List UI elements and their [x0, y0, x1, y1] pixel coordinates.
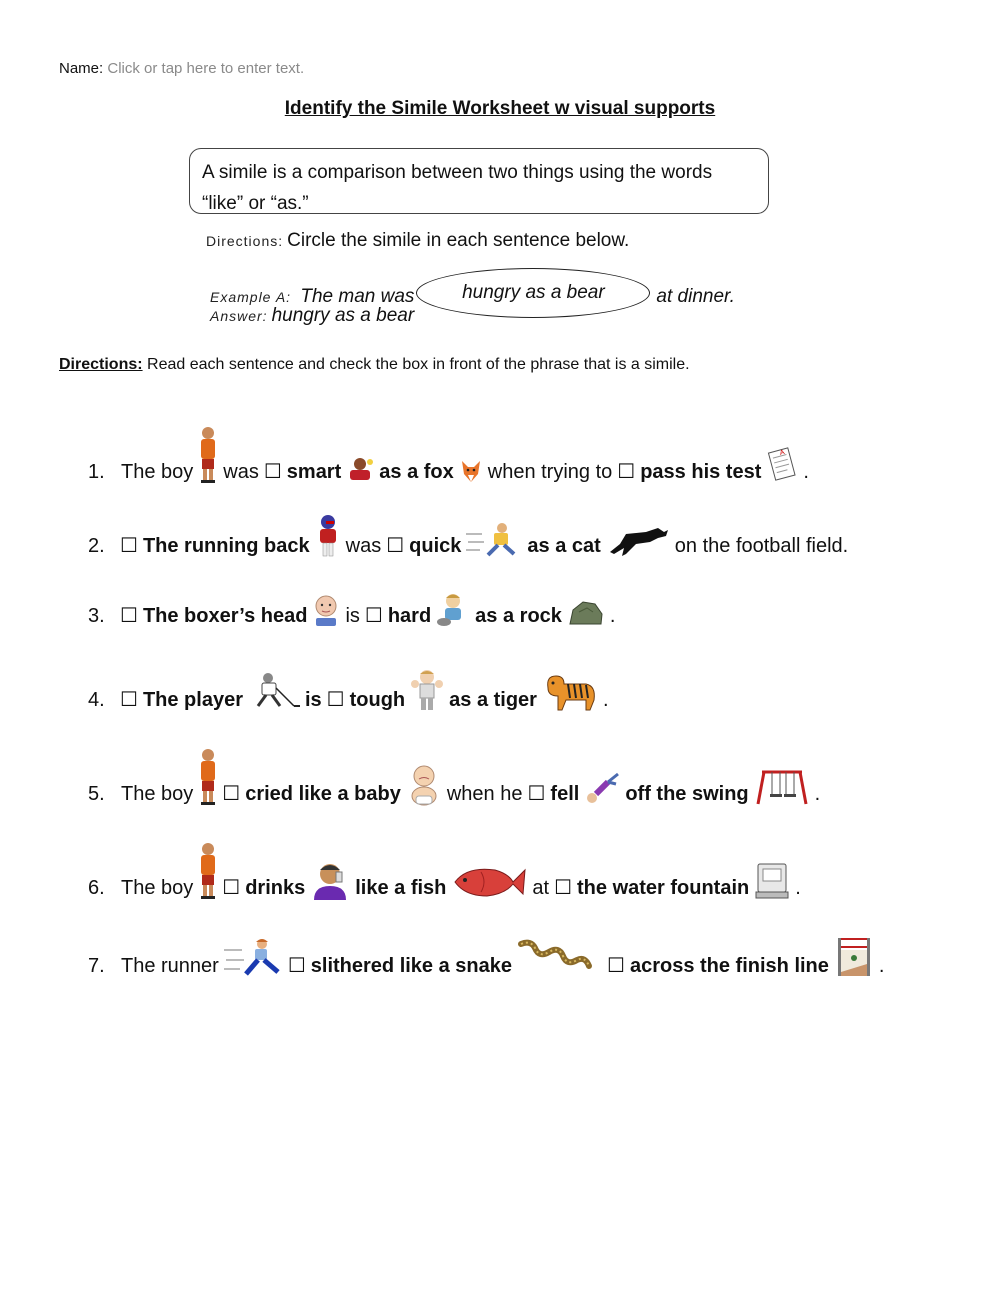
phrase: at [532, 877, 550, 899]
checkbox[interactable]: ☐ [120, 689, 138, 711]
phrase: is [345, 605, 360, 627]
definition-box [189, 148, 769, 214]
phrase: The runner [121, 955, 219, 977]
question-number: 5. [88, 783, 105, 805]
strong-kid-icon [410, 668, 444, 712]
option-phrase: the water fountain [577, 877, 750, 899]
checkbox[interactable]: ☐ [364, 605, 383, 627]
option-phrase: quick [409, 535, 462, 557]
checkbox[interactable]: ☐ [554, 877, 573, 899]
question-number: 7. [88, 955, 105, 977]
phrase: . [814, 783, 821, 805]
option-phrase: The running back [142, 535, 310, 557]
option-phrase: hard [387, 605, 432, 627]
falling-kid-icon [584, 770, 620, 806]
option-phrase: fell [550, 783, 580, 805]
checkbox[interactable]: ☐ [120, 535, 138, 557]
checkbox[interactable]: ☐ [120, 605, 138, 627]
phrase: on the football field. [674, 535, 849, 557]
example-label: Example A: [210, 289, 292, 306]
directions-text: Read each sentence and check the box in front of the phrase that is a simile. [147, 356, 690, 373]
example-answer [210, 305, 414, 327]
example-circled-simile: hungry as a bear [416, 268, 650, 318]
option-phrase: as a fox [379, 461, 454, 483]
baby-icon [406, 764, 442, 806]
kid-icon [436, 592, 470, 628]
phrase: was [223, 461, 259, 483]
example-directions [206, 230, 629, 252]
question-5 [88, 736, 823, 806]
definition-line-2: “like” or “as.” [202, 193, 309, 214]
directions-label: Directions: [59, 356, 143, 373]
runner-icon [224, 938, 284, 978]
phrase: The boy [121, 877, 194, 899]
phrase: . [795, 877, 801, 899]
question-number: 6. [88, 877, 105, 899]
checkbox[interactable]: ☐ [617, 461, 636, 483]
snake-icon [517, 938, 593, 978]
question-7 [88, 908, 887, 978]
checkbox[interactable]: ☐ [222, 877, 241, 899]
rock-icon [567, 598, 605, 628]
boy-icon [198, 426, 218, 484]
question-number: 4. [88, 689, 105, 711]
test-paper-icon [766, 446, 798, 484]
question-4 [88, 642, 612, 712]
tiger-icon [542, 668, 598, 712]
phrase: The boy [121, 461, 194, 483]
boy-icon [198, 842, 218, 900]
swing-icon [754, 768, 810, 806]
checkbox[interactable]: ☐ [263, 461, 282, 483]
phrase: . [878, 955, 885, 977]
phrase: . [803, 461, 809, 483]
answer-label: Answer: [210, 308, 268, 324]
option-phrase: is [304, 689, 322, 711]
child-icon [346, 456, 374, 484]
question-2 [88, 488, 851, 558]
phrase: . [609, 605, 616, 627]
phrase: The boy [121, 783, 194, 805]
svg-text:A: A [779, 449, 786, 458]
option-phrase: across the finish line [629, 955, 829, 977]
example-before: The man was [300, 286, 415, 308]
option-phrase: pass his test [640, 461, 762, 483]
definition-line-1: A simile is a comparison between two things using the words [202, 162, 713, 183]
fox-icon [459, 458, 483, 484]
option-phrase: as a cat [527, 535, 601, 557]
checkbox[interactable]: ☐ [326, 689, 345, 711]
option-phrase: as a rock [475, 605, 562, 627]
football-player-icon [315, 514, 341, 558]
running-kid-icon [466, 522, 522, 558]
option-phrase: The boxer’s head [142, 605, 308, 627]
example-directions-text: Circle the simile in each sentence below. [287, 230, 630, 251]
boxer-icon [312, 594, 340, 628]
option-phrase: cried like a baby [245, 783, 401, 805]
example-after: at dinner. [656, 286, 735, 308]
option-phrase: The player [142, 689, 243, 711]
question-6 [88, 830, 804, 900]
cat-icon [606, 524, 670, 558]
checkbox[interactable]: ☐ [222, 783, 241, 805]
option-phrase: tough [349, 689, 406, 711]
question-number: 1. [88, 461, 105, 483]
question-number: 3. [88, 605, 105, 627]
checkbox[interactable]: ☐ [287, 955, 306, 977]
water-fountain-icon [754, 860, 790, 900]
option-phrase: slithered like a snake [310, 955, 513, 977]
checkbox[interactable]: ☐ [527, 783, 546, 805]
hockey-player-icon [248, 672, 300, 712]
phrase: when trying to [487, 461, 613, 483]
option-phrase: like a fish [355, 877, 447, 899]
example-directions-label: Directions: [206, 233, 284, 249]
question-3 [88, 558, 618, 628]
page-title: Identify the Simile Worksheet w visual supports [284, 98, 716, 119]
drinking-kid-icon [310, 860, 350, 900]
option-phrase: as a tiger [449, 689, 537, 711]
option-phrase: smart [286, 461, 342, 483]
checkbox[interactable]: ☐ [386, 535, 405, 557]
question-number: 2. [88, 535, 105, 557]
phrase: . [602, 689, 609, 711]
fish-icon [451, 864, 527, 900]
phrase: when he [446, 783, 523, 805]
boy-icon [198, 748, 218, 806]
checkbox[interactable]: ☐ [607, 955, 625, 977]
option-phrase: drinks [245, 877, 306, 899]
finish-line-icon [834, 936, 874, 978]
directions [59, 356, 690, 374]
question-1 [88, 414, 812, 484]
name-line [59, 60, 304, 77]
name-input[interactable]: Click or tap here to enter text. [107, 60, 305, 77]
option-phrase: off the swing [625, 783, 749, 805]
answer-text: hungry as a bear [271, 305, 415, 326]
name-label: Name: [59, 60, 104, 77]
phrase: was [345, 535, 382, 557]
